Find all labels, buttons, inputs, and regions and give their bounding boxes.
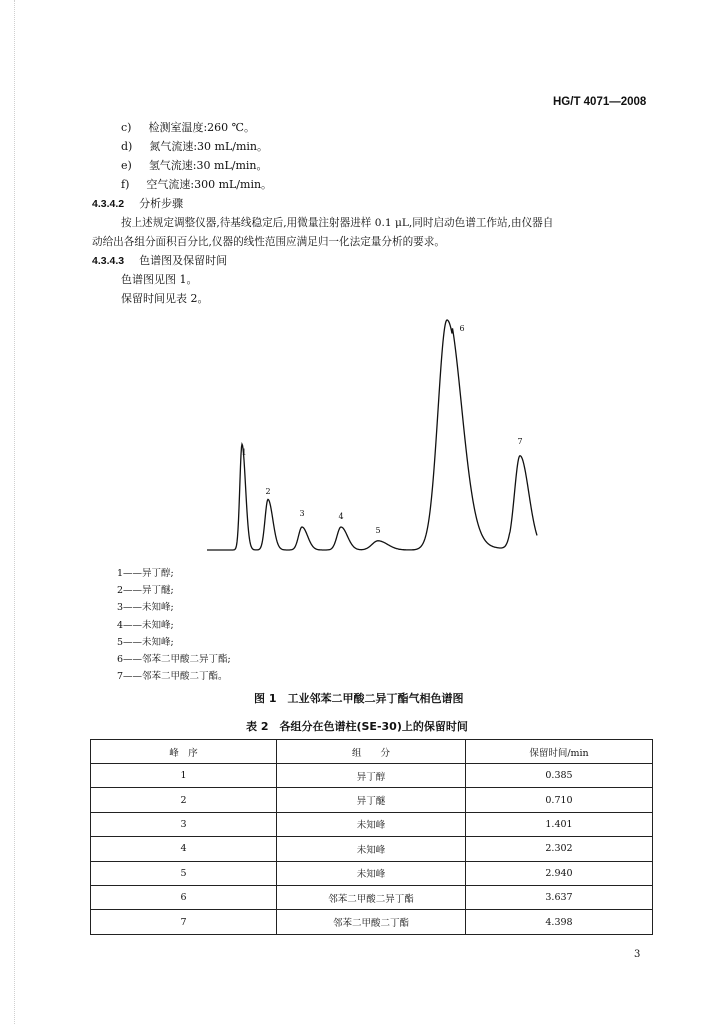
cell-time: 4.398 (466, 910, 653, 934)
cell-component: 未知峰 (277, 861, 466, 885)
section-title: 色谱图及保留时间 (139, 254, 228, 267)
cell-time: 3.637 (466, 885, 653, 909)
figure-legend (117, 567, 231, 687)
cell-peak: 7 (91, 910, 277, 934)
cell-component: 未知峰 (277, 812, 466, 836)
cell-component: 异丁醚 (277, 788, 466, 812)
cell-peak: 6 (91, 885, 277, 909)
legend-item: 3——未知峰; (117, 602, 174, 614)
cell-time: 1.401 (466, 812, 653, 836)
peak-label-4: 4 (338, 512, 344, 521)
legend-item: 5——未知峰; (117, 636, 174, 648)
table-row (91, 812, 653, 836)
legend-item: 7——邻苯二甲酸二丁酯。 (117, 671, 228, 683)
standard-code: HG/T 4071—2008 (553, 96, 647, 108)
figure-reference: 色谱图见图 1。 (121, 273, 198, 286)
cell-time: 2.302 (466, 837, 653, 861)
peak-label-5: 5 (375, 526, 381, 535)
legend-item: 6——邻苯二甲酸二异丁酯; (117, 653, 231, 665)
table-reference: 保留时间见表 2。 (121, 292, 209, 305)
peak-label-2: 2 (265, 487, 271, 496)
table-header-row (91, 740, 653, 764)
peak-label-7: 7 (517, 437, 523, 446)
condition-text: 氮气流速:30 mL/min。 (149, 140, 269, 153)
chromatogram-trace (207, 320, 537, 550)
table-row (91, 837, 653, 861)
condition-text: 检测室温度:260 ℃。 (148, 121, 255, 134)
peak-label-6: 6 (459, 324, 465, 333)
condition-marker: e) (121, 159, 132, 172)
cell-component: 邻苯二甲酸二异丁酯 (277, 885, 466, 909)
legend-item: 4——未知峰; (117, 619, 174, 631)
legend-item: 1——异丁醇; (117, 568, 174, 579)
condition-marker: c) (121, 121, 132, 134)
condition-marker: f) (121, 178, 130, 191)
condition-text: 氢气流速:30 mL/min。 (148, 159, 268, 172)
cell-time: 0.385 (466, 764, 653, 788)
table-row (91, 788, 653, 812)
procedure-line-2: 动给出各组分面积百分比,仪器的线性范围应满足归一化法定量分析的要求。 (92, 236, 445, 248)
page-number: 3 (634, 949, 641, 960)
cell-peak: 4 (91, 837, 277, 861)
col-peak-order: 峰 序 (91, 740, 277, 764)
col-component: 组 分 (277, 740, 466, 764)
cell-time: 2.940 (466, 861, 653, 885)
peak-labels (241, 324, 522, 535)
section-title: 分析步骤 (139, 197, 184, 210)
section-number: 4.3.4.2 (92, 198, 125, 210)
peak-label-1: 1 (241, 448, 247, 457)
cell-component: 邻苯二甲酸二丁酯 (277, 910, 466, 934)
cell-peak: 3 (91, 812, 277, 836)
table-row (91, 910, 653, 934)
table-row (91, 764, 653, 788)
cell-peak: 2 (91, 788, 277, 812)
cell-peak: 5 (91, 861, 277, 885)
cell-component: 异丁醇 (277, 764, 466, 788)
condition-marker: d) (121, 140, 133, 153)
procedure-line-1: 按上述规定调整仪器,待基线稳定后,用微量注射器进样 0.1 μL,同时启动色谱工作站,由仪器自 (121, 217, 554, 229)
cell-component: 未知峰 (277, 837, 466, 861)
table-caption: 表 2 各组分在色谱柱(SE-30)上的保留时间 (246, 720, 468, 733)
condition-text: 空气流速:300 mL/min。 (146, 178, 273, 191)
section-number: 4.3.4.3 (92, 255, 125, 267)
col-retention-time: 保留时间/min (466, 740, 653, 764)
cell-peak: 1 (91, 764, 277, 788)
cell-time: 0.710 (466, 788, 653, 812)
figure-caption: 图 1 工业邻苯二甲酸二异丁酯气相色谱图 (254, 692, 464, 705)
peak-label-3: 3 (299, 509, 305, 518)
table-row (91, 885, 653, 909)
table-row (91, 861, 653, 885)
retention-table (90, 739, 653, 935)
legend-item: 2——异丁醚; (117, 585, 174, 597)
